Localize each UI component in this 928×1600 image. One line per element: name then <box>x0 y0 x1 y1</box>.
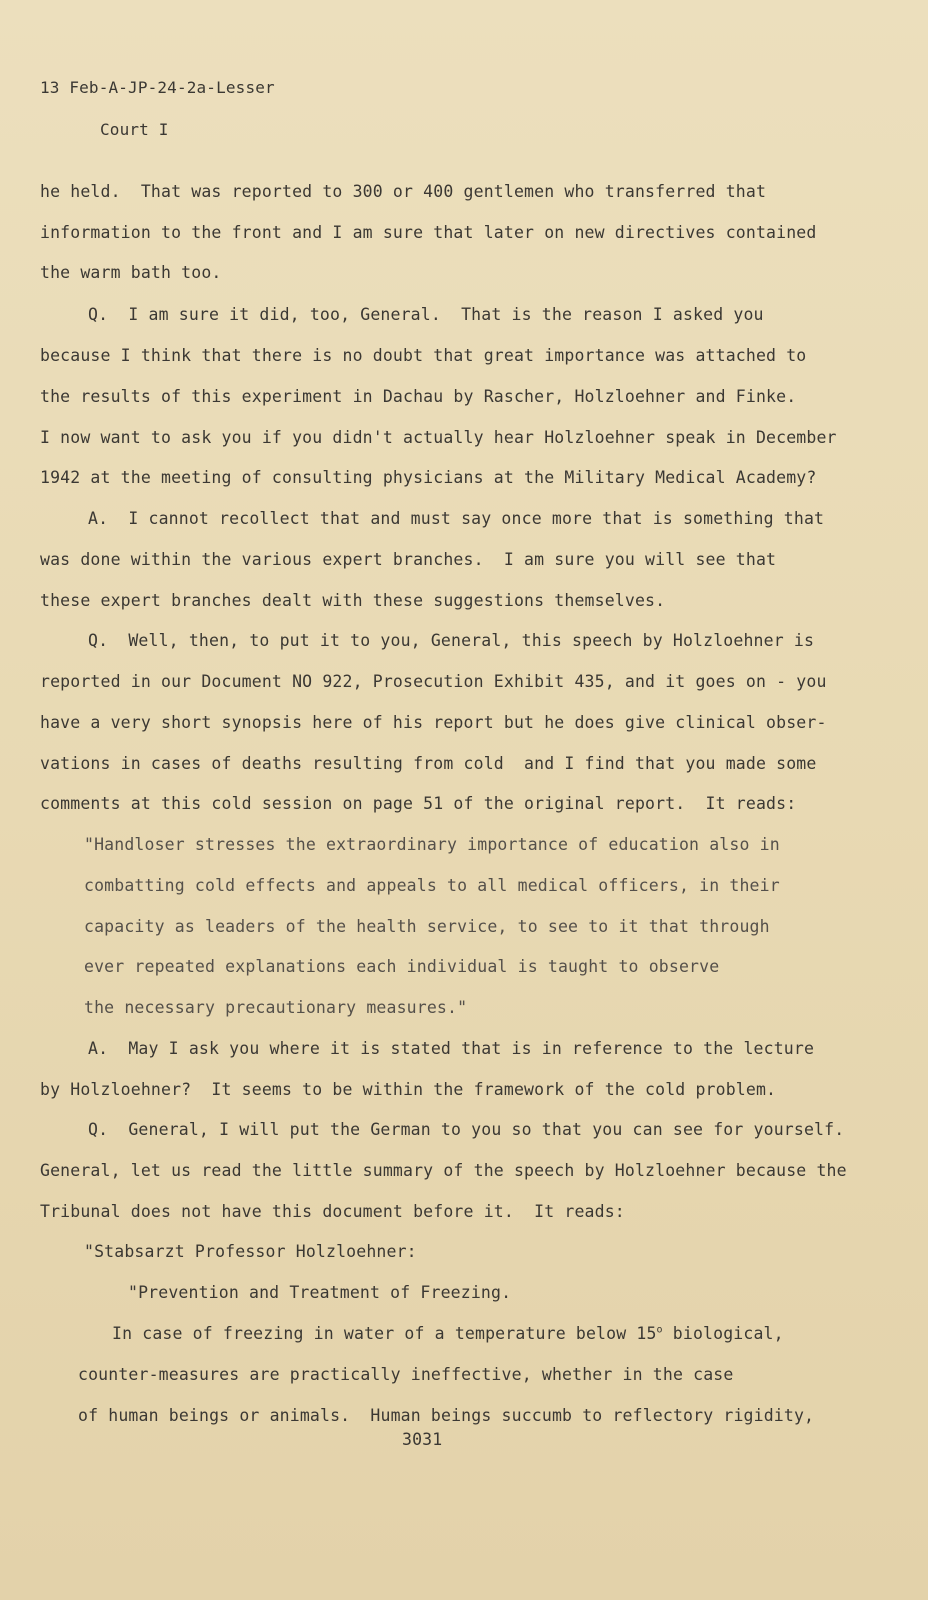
body-line: have a very short synopsis here of his report but he does give clinical obser- <box>40 713 827 732</box>
body-line: I now want to ask you if you didn't actually hear Holzloehner speak in December <box>40 428 837 447</box>
body-line: 1942 at the meeting of consulting physicians at the Military Medical Academy? <box>40 468 817 487</box>
page-number: 3031 <box>402 1430 443 1449</box>
body-line: the results of this experiment in Dachau by Rascher, Holzloehner and Finke. <box>40 387 797 406</box>
body-line: he held. That was reported to 300 or 400 gentlemen who transferred that <box>40 182 767 201</box>
body-line: was done within the various expert branches. I am sure you will see that <box>40 550 777 569</box>
quote-line-tail: biological, <box>662 1324 784 1343</box>
quote-line-text: In case of freezing in water of a temperature below 15 <box>112 1324 657 1343</box>
quote-line: capacity as leaders of the health service, to see to it that through <box>84 917 770 936</box>
body-line: General, let us read the little summary of the speech by Holzloehner because the <box>40 1161 847 1180</box>
body-line: reported in our Document NO 922, Prosecution Exhibit 435, and it goes on - you <box>40 672 827 691</box>
body-line: Q. I am sure it did, too, General. That is the reason I asked you <box>88 305 764 324</box>
body-line: Tribunal does not have this document before it. It reads: <box>40 1202 625 1221</box>
quote-line: counter-measures are practically ineffective, whether in the case <box>78 1365 734 1384</box>
quote-line: ever repeated explanations each individual is taught to observe <box>84 957 720 976</box>
body-line: these expert branches dealt with these suggestions themselves. <box>40 591 666 610</box>
body-line: information to the front and I am sure that later on new directives contained <box>40 223 817 242</box>
header-court: Court I <box>100 120 169 139</box>
quote-line: "Handloser stresses the extraordinary importance of education also in <box>84 835 780 854</box>
body-line: A. May I ask you where it is stated that is in reference to the lecture <box>88 1039 815 1058</box>
body-line: Q. General, I will put the German to you so that you can see for yourself. <box>88 1120 845 1139</box>
header-reference: 13 Feb-A-JP-24-2a-Lesser <box>40 78 275 97</box>
quote-line <box>112 1324 784 1344</box>
degree-mark: o <box>656 1324 663 1336</box>
body-line: Q. Well, then, to put it to you, General, this speech by Holzloehner is <box>88 631 815 650</box>
body-line: vations in cases of deaths resulting from cold and I find that you made some <box>40 754 817 773</box>
quote-line: combatting cold effects and appeals to all medical officers, in their <box>84 876 780 895</box>
body-line: the warm bath too. <box>40 263 222 282</box>
body-line: because I think that there is no doubt that great importance was attached to <box>40 346 807 365</box>
quote-line: of human beings or animals. Human beings succumb to reflectory rigidity, <box>78 1406 815 1425</box>
body-line: comments at this cold session on page 51 of the original report. It reads: <box>40 794 797 813</box>
quote-line: the necessary precautionary measures." <box>84 998 468 1017</box>
quote-line: "Prevention and Treatment of Freezing. <box>128 1283 512 1302</box>
quote-line: "Stabsarzt Professor Holzloehner: <box>84 1242 417 1261</box>
body-line: A. I cannot recollect that and must say once more that is something that <box>88 509 825 528</box>
body-line: by Holzloehner? It seems to be within the framework of the cold problem. <box>40 1080 777 1099</box>
